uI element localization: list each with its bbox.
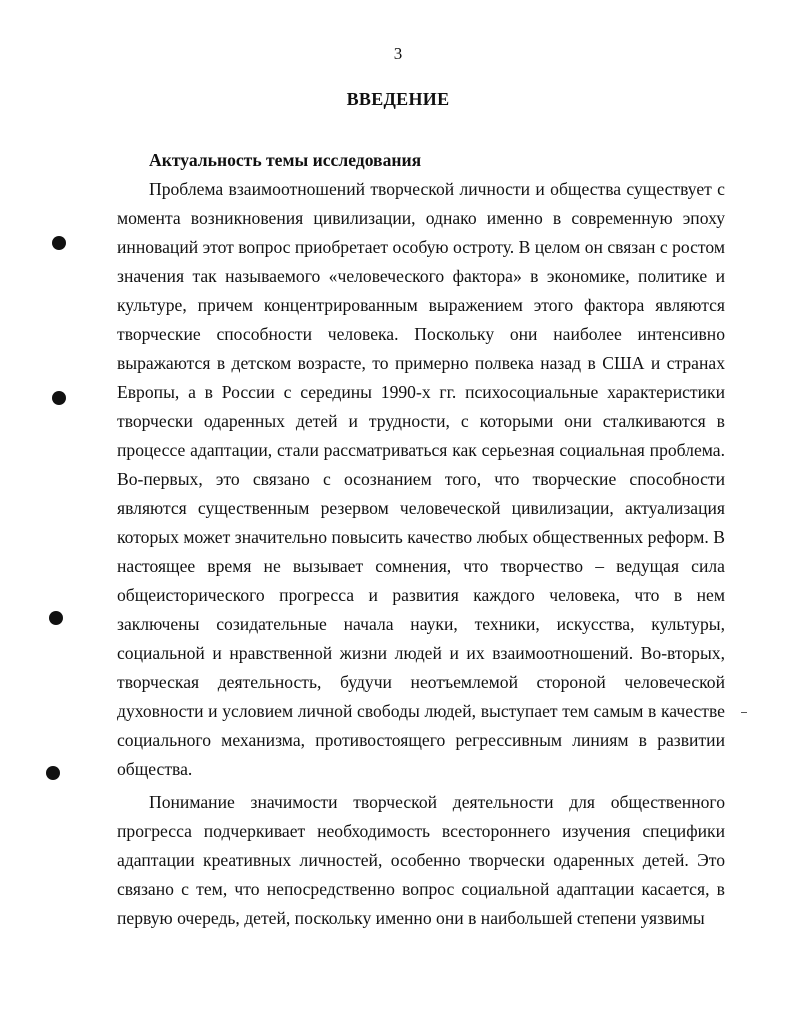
paragraph-2: Понимание значимости творческой деятельности для общественного прогресса подчеркивает необходимость всестороннего изучения специфики адаптации креативных личностей, особенно творчески одаренных детей. Это связано с тем, что непосредственно вопрос социальной адаптации касается, в первую очередь, детей, поскольку именно они в наибольшей степени уязвимы	[117, 792, 725, 928]
binder-hole-3	[49, 611, 63, 625]
scan-mark	[741, 712, 747, 713]
page-number: 3	[393, 44, 403, 63]
body-text	[117, 146, 725, 933]
section-subheading: Актуальность темы исследования	[149, 150, 422, 170]
binder-hole-4	[46, 766, 60, 780]
binder-hole-1	[52, 236, 66, 250]
binder-hole-2	[52, 391, 66, 405]
page-title: ВВЕДЕНИЕ	[346, 89, 450, 109]
paragraph-1: Проблема взаимоотношений творческой личности и общества существует с момента возникновения цивилизации, однако именно в современную эпоху инноваций этот вопрос приобретает особую остроту. В целом он связан с ростом значения так называемого «человеческого фактора» в экономике, политике и культуре, причем концентрированным выражением этого фактора являются творческие способности человека. Поскольку они наиболее интенсивно выражаются в детском возрасте, то примерно полвека назад в США и странах Европы, а в России с середины 1990-х гг. психосоциальные характеристики творчески одаренных детей и трудности, с которыми они сталкиваются в процессе адаптации, стали рассматриваться как серьезная социальная проблема. Во-первых, это связано с осознанием того, что творческие способности являются существенным резервом человеческой цивилизации, актуализация которых может значительно повысить качество любых общественных реформ. В настоящее время не вызывает сомнения, что творчество – ведущая сила общеисторического прогресса и развития каждого человека, что в нем заключены созидательные начала науки, техники, искусства, культуры, социальной и нравственной жизни людей и их взаимоотношений. Во-вторых, творческая деятельность, будучи неотъемлемой стороной человеческой духовности и условием личной свободы людей, выступает тем самым в качестве социального механизма, противостоящего регрессивным линиям в развитии общества.	[117, 179, 725, 779]
